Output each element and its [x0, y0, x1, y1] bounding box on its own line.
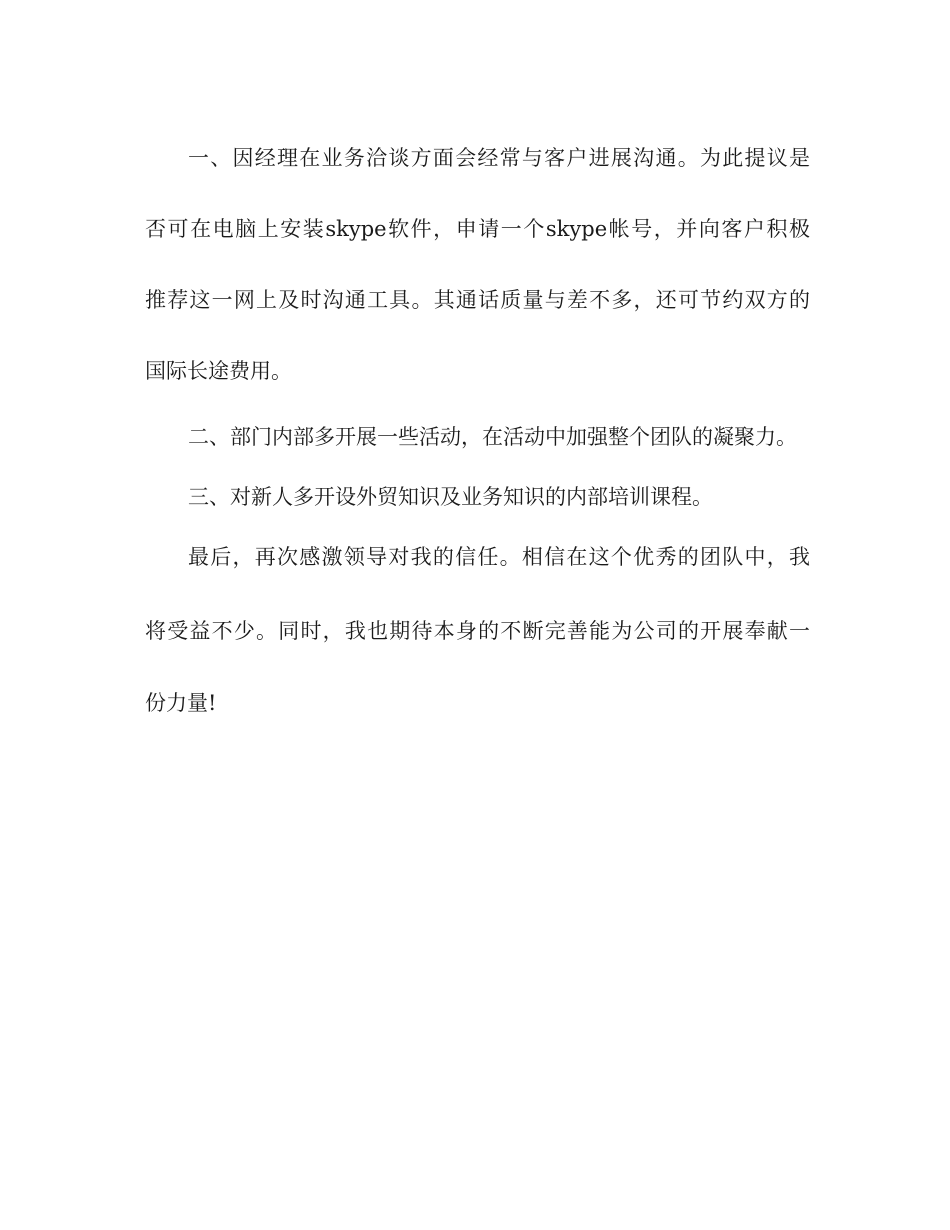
text-line: 将受益不少。同时，我也期待本身的不断完善能为公司的开展奉献一 — [145, 619, 810, 643]
text-line: 二、部门内部多开展一些活动，在活动中加强整个团队的凝聚力。 — [188, 425, 797, 449]
text-line: 否可在电脑上安装skype软件，申请一个skype帐号，并向客户积极 — [145, 217, 810, 241]
text-line: 国际长途费用。 — [145, 359, 292, 383]
text-line: 一、因经理在业务洽谈方面会经常与客户进展沟通。为此提议是 — [188, 146, 810, 170]
text-line: 三、对新人多开设外贸知识及业务知识的内部培训课程。 — [188, 485, 713, 509]
text-line: 最后，再次感激领导对我的信任。相信在这个优秀的团队中，我 — [188, 545, 810, 569]
text-line: 推荐这一网上及时沟通工具。其通话质量与差不多，还可节约双方的 — [145, 288, 810, 312]
text-line: 份力量! — [145, 691, 217, 715]
